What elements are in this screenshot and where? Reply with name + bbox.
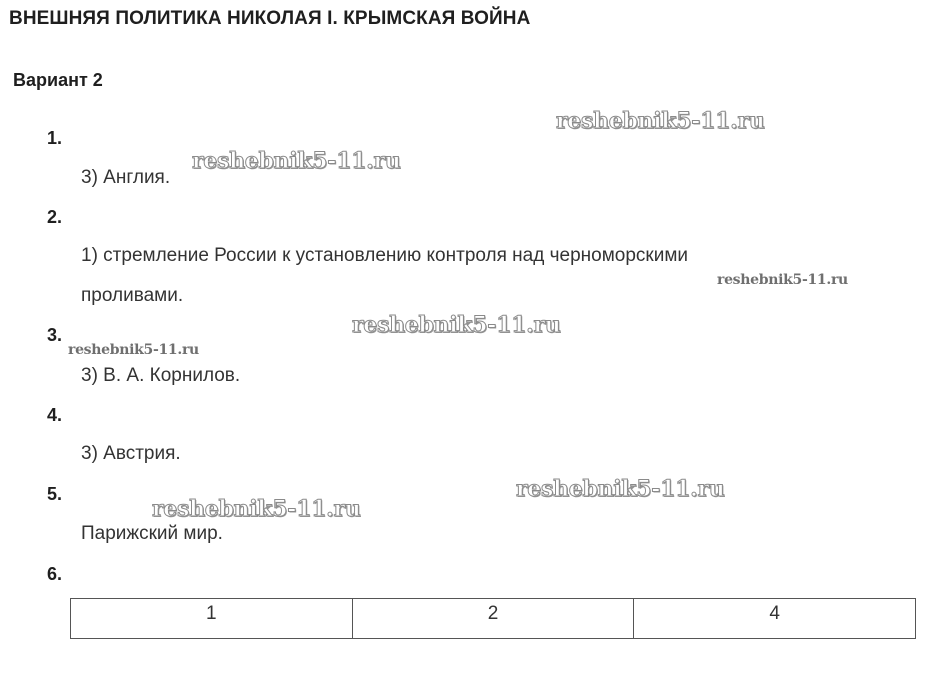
answer-table xyxy=(70,598,916,639)
watermark: reshebnik5-11.ru xyxy=(556,108,765,134)
question-number-5: 5. xyxy=(47,484,63,504)
answer-2-line-2: проливами. xyxy=(81,285,184,306)
question-number-3: 3. xyxy=(47,325,63,345)
answer-5: Парижский мир. xyxy=(81,523,223,544)
question-number-1: 1. xyxy=(47,128,63,148)
watermark: reshebnik5-11.ru xyxy=(192,148,401,174)
watermark: reshebnik5-11.ru xyxy=(152,496,361,522)
answer-3: 3) В. А. Корнилов. xyxy=(81,365,241,386)
variant-heading: Вариант 2 xyxy=(13,70,103,90)
watermark: reshebnik5-11.ru xyxy=(516,476,725,502)
watermark: reshebnik5-11.ru xyxy=(352,312,561,338)
watermark: reshebnik5-11.ru xyxy=(68,342,199,358)
question-number-2: 2. xyxy=(47,207,63,227)
table-cell: 1 xyxy=(71,599,353,639)
question-number-4: 4. xyxy=(47,405,63,425)
table-row xyxy=(71,599,916,639)
table-cell: 4 xyxy=(634,599,916,639)
page-title: ВНЕШНЯЯ ПОЛИТИКА НИКОЛАЯ I. КРЫМСКАЯ ВОЙНА xyxy=(9,8,531,29)
table-cell: 2 xyxy=(352,599,634,639)
watermark: reshebnik5-11.ru xyxy=(717,272,848,288)
answer-1: 3) Англия. xyxy=(81,167,171,188)
answer-4: 3) Австрия. xyxy=(81,443,181,464)
answer-2-line-1: 1) стремление России к установлению контроля над черноморскими xyxy=(81,245,688,266)
question-number-6: 6. xyxy=(47,564,63,584)
